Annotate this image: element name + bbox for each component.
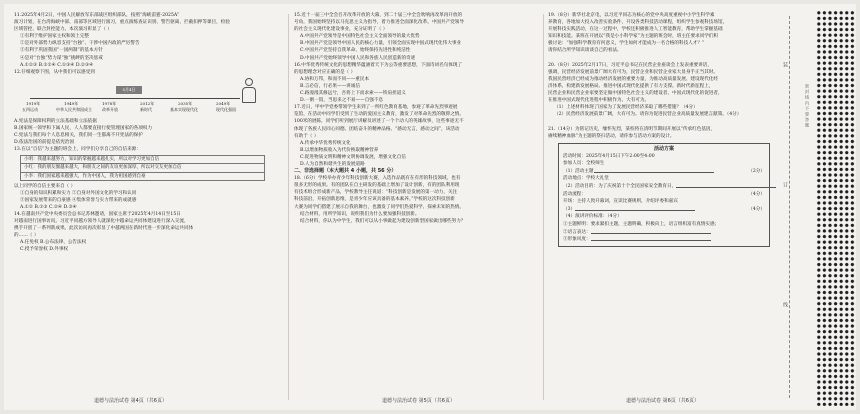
page-6-column bbox=[548, 12, 776, 247]
activity-plan-text: ③形象风度： bbox=[563, 237, 591, 243]
activity-plan-text: （2）活动目的：为了庆祝第十个全民国家安全教育日， bbox=[563, 184, 677, 190]
option-line: D.一粥一饭，当思来之不易——自强不息 bbox=[300, 98, 384, 104]
student-figure-illustration bbox=[240, 78, 258, 108]
timeline-axis bbox=[30, 98, 240, 99]
sub-question: 结合材料，你认为中学生，我们可以从小事做起为建设创新型国家做出哪些努力？ bbox=[300, 218, 466, 224]
option-line: B.以增加物质收入为代价换取精神营养 bbox=[300, 147, 379, 153]
activity-plan-text: 活动时间：2025年4月15日下午2:00至4:00 bbox=[563, 153, 655, 159]
timeline-label: 1919年 bbox=[26, 100, 41, 106]
activity-plan-row bbox=[563, 236, 765, 244]
question-11-text: 演习计划，在台湾海峡中部、南部等区域进行演习，重点演练查证识别、警告驱离、拦截扣押等课目，检验 bbox=[14, 20, 230, 26]
answer-choices: C.授予荣誉权 D.外事权 bbox=[20, 247, 69, 253]
question-17-text: 览馆，在活动中同学们受到了生动的爱国主义教育，激发了对革命先烈的敬仰之情。 bbox=[294, 112, 464, 118]
sub-question: （1）上述材料体现了国家为了发展民营经济采取了哪些措施？（4分） bbox=[554, 105, 698, 111]
figure-head bbox=[245, 78, 253, 86]
timeline-highlight-box: 5月4日 bbox=[116, 86, 142, 94]
question-19-text: 养教育，各地加大投入改善实验条件，开设各类科技活动课程，组织学生参观科技场馆， bbox=[548, 20, 728, 26]
option-line: ④是对“台独”势力谋“独”挑衅的坚决惩戒 bbox=[20, 55, 103, 61]
option-line: D.依法治国的前提是依宪治国 bbox=[14, 140, 75, 146]
question-12-text: 12.仔细观察下图，从中我们可以感受到 bbox=[14, 69, 95, 75]
timeline-label: 2012年 bbox=[140, 100, 155, 106]
page-footer: 道德与法治试卷 第6页（共6页） bbox=[626, 398, 699, 404]
question-20-text: 民营企业和民营企业家要坚定做中国特色社会主义的建设者、中国式现代化的促进者， bbox=[548, 91, 723, 97]
answer-blank-line[interactable] bbox=[591, 236, 711, 241]
option-line: C.宪法与我们每个人息息相关，我们同一生都离不开宪法的保护 bbox=[14, 133, 143, 139]
question-13-text: 以上同学的自信主要来自（ ） bbox=[14, 183, 76, 189]
question-13-text: 13.在以“自信”为主题的班会上，同学们分享自己的自信来源： bbox=[14, 147, 141, 153]
answer-blank-line[interactable] bbox=[591, 229, 711, 234]
binding-strip bbox=[779, 4, 801, 410]
activity-plan-text: 开场：主持人致开幕词，宣读比赛规则，介绍评委和嘉宾 bbox=[563, 199, 678, 205]
answer-choices: A.①② B.①③ C.②④ D.③④ bbox=[20, 204, 77, 210]
page-4-column bbox=[14, 12, 282, 254]
question-19-text: 请你结合所学知识谈谈自己的看法。 bbox=[548, 48, 622, 54]
question-19-text: 知识和技能。某班在开展以“我是小小科学家”为主题的班会时，班主任要求同学们积 bbox=[548, 34, 719, 40]
points-label: （2分） bbox=[748, 168, 765, 174]
column-divider bbox=[543, 14, 544, 400]
activity-plan-text: 活动地点：学校大礼堂 bbox=[563, 176, 609, 182]
option-line: B.中国共产党是领导中国人民的核心力量，引领全面实现中国式现代化伟大事业 bbox=[300, 41, 462, 47]
activity-plan-row bbox=[563, 168, 765, 176]
question-19-text: 19.（8分）新华社北京电，以习近平同志为核心的党中央高度重视中小学生科学素 bbox=[548, 13, 715, 18]
activity-plan-text: 参加人员：全校师生 bbox=[563, 161, 605, 167]
exam-sheet bbox=[4, 4, 856, 410]
answer-sheet-dot-grid bbox=[816, 10, 856, 406]
binding-label: 线 bbox=[782, 302, 788, 307]
option-line: D.中国共产党始终领导中国人民和各族人民创造新的奇迹 bbox=[300, 55, 416, 61]
question-17-text: 17.近日，甲中学党委带领学生来到了一所红色教育基地，参观了革命先烈事迹展 bbox=[294, 105, 458, 111]
binding-label: 装 bbox=[782, 62, 788, 67]
question-18-text: 18.（6分）学校举办青少年科技创新大赛，入选作品既有在有形的科技领域，也有 bbox=[294, 176, 461, 182]
question-18-text: 有技术组合形成新产品，学校教导主任说道：“科技创新是发展的第一动力，关注 bbox=[294, 190, 458, 196]
option-line: A.中国共产党领导是中国特色社会主义全面领导的最大优势 bbox=[300, 34, 420, 40]
question-19-text: 开展科技实践活动，在这一过程中，学校还积极推进人工智能教育，帮助学生掌握基础 bbox=[548, 27, 723, 33]
activity-plan-text: ②语言表达： bbox=[563, 229, 591, 235]
question-15-text: 15.近十一届三中全会召开改革开放的大幕，到二十届三中全会吹响再改革再开放的 bbox=[294, 13, 463, 18]
option-line: A.传承中华优秀传统文化 bbox=[300, 140, 351, 146]
activity-plan-row bbox=[563, 153, 765, 161]
question-17-text: 有助于（ ） bbox=[294, 133, 319, 139]
question-11-text: 11.2025年4月2日，中国人民解放军东部战区组织部队，按照“海峡雷霆-2025A” bbox=[14, 13, 179, 18]
activity-plan-row bbox=[563, 160, 765, 168]
timeline-sublabel: 基本实现现代化 bbox=[170, 106, 198, 112]
question-21-text: 赓续精神血脉”为主题的祭扫活动，请你参与活动方案的设计。 bbox=[548, 133, 675, 139]
answer-blank-line[interactable] bbox=[575, 206, 695, 211]
timeline-sublabel: 现代化强国 bbox=[216, 106, 236, 112]
question-14-text: 对越南进行国事访问。习近平同越方领导人就深化中越命运共同体建设进行深入交流， bbox=[14, 219, 189, 225]
binding-label: 订 bbox=[782, 182, 788, 187]
question-16-text: 16.中华优秀传统文化的思想精华蕴涵着天下为公等重要思想，下面诗词名句体现了 bbox=[294, 62, 463, 68]
question-17-text: 体现了各族人民同心同德、团结奋斗的精神品格。“感动无言，感动之间”，该活动 bbox=[294, 126, 460, 132]
activity-plan-row bbox=[563, 206, 765, 214]
question-14-text: 14.在越南共产党中央委员会总书记苏林邀请，国家主席于2025年4月14日至15日 bbox=[14, 211, 181, 217]
question-18-text: 科技前沿，开拓创新思维，是青少年应该具备的基本素养。”学校的这次科技创新 bbox=[294, 197, 455, 203]
student-quotes-table bbox=[20, 155, 265, 180]
binding-notice: 密 封 线 内 不 要 答 题 bbox=[805, 84, 810, 127]
activity-plan-row bbox=[563, 221, 765, 229]
page-5-column bbox=[294, 12, 538, 225]
timeline-label: 2049年 bbox=[216, 100, 231, 106]
section-heading: 二、非选择题（本大题共 4 小题，共 56 分） bbox=[294, 168, 397, 175]
option-line: ③国家发展带来的自豪感 ④集体荣誉与实力带来的成就感 bbox=[20, 197, 137, 203]
question-19-text: 极讨论：“加强科学教育有何意义，学生如何才能成为一名合格的科技人才？” bbox=[548, 41, 705, 47]
timeline-label: 1949年 bbox=[64, 100, 79, 106]
question-20-text: 济体系、构建新发展格局、推进中国式现代化提供了有力支撑。新时代新征程上， bbox=[548, 83, 714, 89]
question-20-text: 我国民营经济已经成为推动经济发展的重要力量，为推动高质量发展、建设现代化经 bbox=[548, 76, 718, 82]
question-15-text: 的社会主义现代化建设事业，充分证明了（ ） bbox=[294, 27, 388, 33]
points-label: （4分） bbox=[748, 206, 765, 212]
answer-blank-line[interactable] bbox=[594, 168, 714, 173]
activity-plan-text: （3） bbox=[563, 206, 576, 212]
question-16-text: 的思想理念对应正确的是（ ） bbox=[294, 69, 356, 75]
activity-plan-text: （1）活动主题 bbox=[563, 168, 594, 174]
activity-plan-text: （4）演讲评价标准：（4分） bbox=[563, 214, 622, 220]
question-20-text: 强调，民营经济发展前景广阔大有可为，民营企业和民营企业家大显身手正当其时。 bbox=[548, 69, 718, 75]
option-line: C.中国共产党坚持自我革命、始终保持先进性和纯洁性 bbox=[300, 48, 411, 54]
column-divider bbox=[288, 14, 289, 400]
timeline-sublabel: 中华人民共和国成立 bbox=[56, 106, 92, 112]
activity-plan-row bbox=[563, 191, 765, 199]
activity-plan-row bbox=[563, 198, 765, 206]
question-21-text: 21.（14分）为铭记历史，缅怀先烈，某校将在清明节期间开展以“传承红色基因， bbox=[548, 126, 716, 132]
option-line: ①有利于维护国家主权和领土完整 bbox=[20, 34, 89, 40]
timeline-label: 1978年 bbox=[102, 100, 117, 106]
option-line: B.国家统一领导和下属人民，人人都要直接行使管理国家的各项权力 bbox=[14, 125, 153, 131]
question-14-text: 的……（ ） bbox=[14, 233, 39, 239]
quote-cell: 小李：我们国家越来越强大，作为中国人，我为祖国感到自豪 bbox=[21, 172, 265, 180]
question-20-text: 在推进中国式现代化进程中积极作为、大有可为。 bbox=[548, 98, 650, 104]
question-18-text: 大赛为同学们搭建了展示自我的舞台，也激发了同学们热爱科学、探索未知的热情。 bbox=[294, 204, 464, 210]
activity-plan-items bbox=[563, 153, 765, 244]
activity-plan-row bbox=[563, 213, 765, 221]
quote-cell: 小红：我的朋友圈越来越大，和朋友之间的友谊更加深厚，所以对交友更加自信 bbox=[21, 164, 265, 172]
option-line: ②是对外部势力纵容支持“台独”、干涉中国内政的严厉警告 bbox=[20, 41, 140, 47]
sub-question: 结合材料，用所学知识，说明我们为什么要加强科技创新。 bbox=[300, 211, 420, 217]
question-18-text: 很多无形的成果。有的团队在自主研发的基础上增加了设计创新，有的团队利用现 bbox=[294, 183, 460, 189]
activity-plan-row bbox=[563, 175, 765, 183]
timeline-sublabel: 五四运动 bbox=[22, 106, 38, 112]
timeline-label: 2035年 bbox=[178, 100, 193, 106]
activity-plan-text: ①主题鲜明：要求紧扣主题，主题明确，积极向上，语言组织富有真情实感； bbox=[563, 222, 720, 228]
history-timeline-figure bbox=[20, 78, 282, 116]
activity-plan-text: 活动流程： bbox=[563, 191, 586, 197]
binding-dashed-line bbox=[789, 16, 790, 398]
activity-plan-row bbox=[563, 229, 765, 237]
question-17-text: 100米的展陈，同学们听到展厅讲解员讲述了一个个动人的英雄故事，这些事迹无不 bbox=[294, 119, 464, 125]
question-15-text: 号角，我国始终坚持以马克思主义为指导，着力推进全面深化改革。中国共产党领导 bbox=[294, 20, 464, 26]
page-footer: 道德与法治试卷 第5页（共6页） bbox=[382, 398, 455, 404]
option-line: C.路漫漫其修远兮，吾将上下而求索——铁肩担道义 bbox=[300, 91, 406, 97]
points-label: （4分） bbox=[748, 191, 765, 197]
option-line: A.协和万邦，和而不同——重民本 bbox=[300, 76, 370, 82]
timeline-sublabel: 新时代 bbox=[140, 106, 152, 112]
option-line: B.言必信，行必果——讲诚信 bbox=[300, 83, 360, 89]
timeline-sublabel: 改革开放 bbox=[102, 106, 118, 112]
quote-cell: 小明：我越来越努力，知识的掌握越来越扎实，所以对学习更加自信 bbox=[21, 156, 265, 164]
option-line: ③有利于巩固我国“一国两制”的基本方针 bbox=[20, 48, 103, 54]
sub-question: （2）民营经济发展前景广阔，大有可为。请你为促进民营企业高质量发展建言献策。（4分） bbox=[554, 112, 742, 118]
spacer bbox=[548, 55, 776, 62]
answer-choices: A.①②③ B.①②④ C.①③④ D.②③④ bbox=[20, 62, 94, 68]
option-line: ①自身的知识积累和实力 ②自身对外国文化的学习和认同 bbox=[20, 190, 137, 196]
spacer bbox=[548, 118, 776, 125]
option-line: C.促进物质文明和精神文明协调发展，增强文化自信 bbox=[300, 154, 406, 160]
option-line: A.宪法是保障权利的立法基础和立法依据 bbox=[14, 118, 97, 124]
activity-plan-box bbox=[558, 143, 770, 247]
page-footer: 道德与法治试卷 第4页（共6页） bbox=[94, 398, 167, 404]
answer-blank-line[interactable] bbox=[676, 183, 776, 188]
question-14-text: 携手开创了一系列新成果。此次访问再次彰显了中越两国在新时代进一步深化命运共同体 bbox=[14, 226, 194, 232]
question-20-text: 20.（8分）2025年2月17日，习近平总书记在民营企业座谈会上发表重要讲话， bbox=[548, 62, 712, 68]
activity-plan-title: 活动方案 bbox=[653, 145, 674, 152]
question-11-text: 区域管控、联合封控能力。本次演习彰显了（ ） bbox=[14, 27, 112, 33]
option-line: D.人为自然和谐共生的发展道路 bbox=[300, 161, 365, 167]
figure-body bbox=[242, 87, 256, 103]
answer-choices: A.任免权 B.公布法律、公告法权 bbox=[20, 240, 87, 246]
